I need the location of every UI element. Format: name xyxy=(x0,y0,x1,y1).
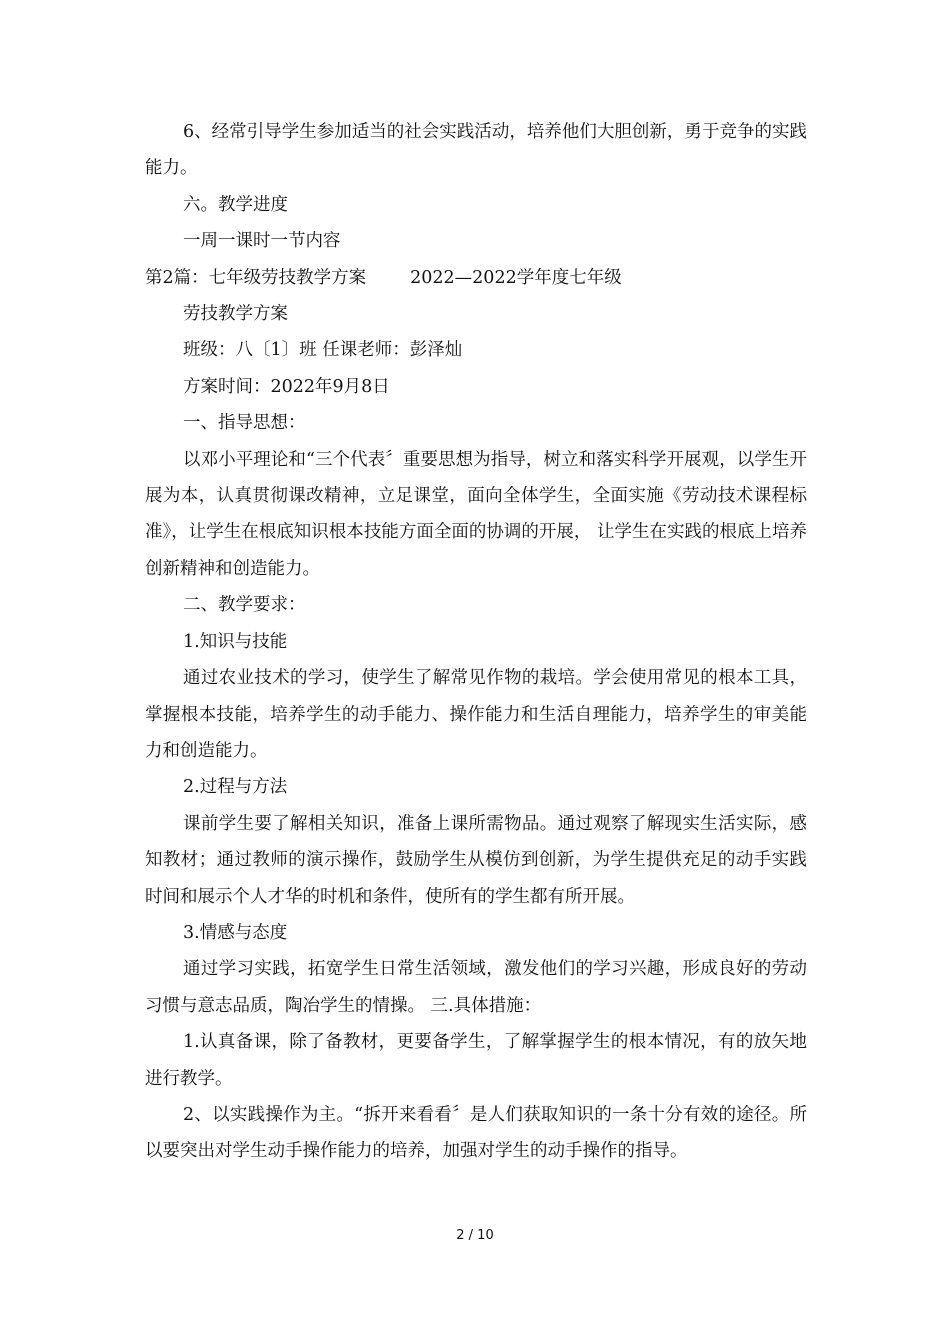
paragraph-practice-activities: 6、经常引导学生参加适当的社会实践活动，培养他们大胆创新，勇于竞争的实践能力。 xyxy=(145,122,807,179)
paragraph-process-method: 课前学生要了解相关知识，准备上课所需物品。通过观察了解现实生活实际，感知教材；通过教师的演示操作，鼓励学生从模仿到创新，为学生提供充足的动手实践时间和展示个人才华的时机和条件，使所有的学生都有所开展。 xyxy=(145,813,807,907)
page-number: 2 / 10 xyxy=(456,1228,494,1243)
heading-teaching-progress: 六。教学进度 xyxy=(183,194,288,215)
section-title-row xyxy=(145,260,807,296)
plan-title: 劳技教学方案 xyxy=(183,304,288,325)
class-teacher-line: 班级：八〔1〕班 任课老师：彭泽灿 xyxy=(183,340,463,361)
paragraph-measure-1: 1.认真备课，除了备教材，更要备学生，了解掌握学生的根本情况，有的放矢地进行教学。 xyxy=(145,1032,807,1089)
heading-emotion-attitude: 3.情感与态度 xyxy=(183,922,288,943)
paragraph-emotion-attitude: 通过学习实践，拓宽学生日常生活领域，激发他们的学习兴趣，形成良好的劳动习惯与意志品质，陶冶学生的情操。 三.具体措施： xyxy=(145,959,807,1016)
document-body xyxy=(145,114,807,1170)
paragraph-schedule: 一周一课时一节内容 xyxy=(183,231,341,252)
heading-knowledge-skills: 1.知识与技能 xyxy=(183,631,288,652)
heading-guiding-thought: 一、指导思想： xyxy=(183,413,306,434)
heading-process-method: 2.过程与方法 xyxy=(183,777,288,798)
paragraph-measure-2: 2、以实践操作为主。“拆开来看看〞是人们获取知识的一条十分有效的途径。所以要突出对学生动手操作能力的培养，加强对学生的动手操作的指导。 xyxy=(145,1104,807,1162)
paragraph-knowledge-skills: 通过农业技术的学习，使学生了解常见作物的栽培。学会使用常见的根本工具，掌握根本技能，培养学生的动手能力、操作能力和生活自理能力，培养学生的审美能力和创造能力。 xyxy=(145,668,807,761)
heading-teaching-requirements: 二、教学要求： xyxy=(183,595,306,616)
plan-date-line: 方案时间：2022年9月8日 xyxy=(183,376,390,397)
section-title: 第2篇：七年级劳技教学方案 xyxy=(145,267,367,288)
paragraph-guiding-thought: 以邓小平理论和“三个代表〞重要思想为指导，树立和落实科学开展观，以学生开展为本，认真贯彻课改精神，立足课堂，面向全体学生，全面实施《劳动技术课程标准》，让学生在根底知识根本技能方面全面的协调的开展， 让学生在实践的根底上培养创新精神和创造能力。 xyxy=(145,449,807,579)
school-year: 2022—2022学年度七年级 xyxy=(410,267,622,288)
